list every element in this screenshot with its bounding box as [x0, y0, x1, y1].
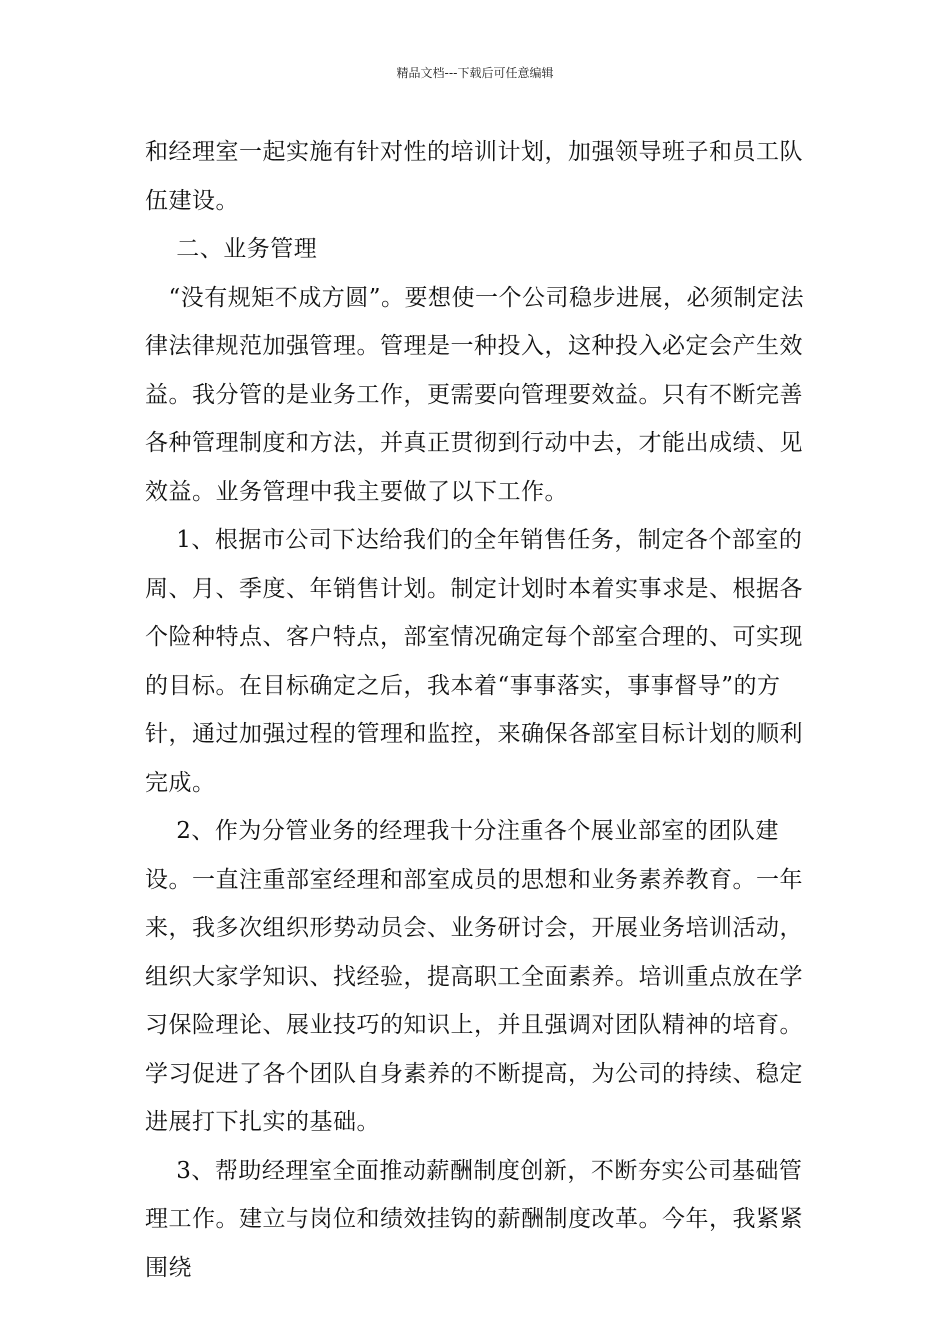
paragraph: 1、根据市公司下达给我们的全年销售任务，制定各个部室的周、月、季度、年销售计划。制定计划时本着实事求是、根据各个险种特点、客户特点，部室情况确定每个部室合理的、可实现的目标。在目标确定之后，我本着“事事落实，事事督导”的方针，通过加强过程的管理和监控，来确保各部室目标计划的顺利完成。: [145, 527, 803, 796]
paragraph: “没有规矩不成方圆”。要想使一个公司稳步进展，必须制定法律法律规范加强管理。管理是一种投入，这种投入必定会产生效益。我分管的是业务工作，更需要向管理要效益。只有不断完善各种管理制度和方法，并真正贯彻到行动中去，才能出成绩、见效益。业务管理中我主要做了以下工作。: [145, 284, 804, 505]
section-heading: 二、业务管理: [145, 236, 318, 262]
paragraph: 和经理室一起实施有针对性的培训计划，加强领导班子和员工队伍建设。: [145, 139, 803, 214]
document-body: [145, 128, 817, 1292]
page-header: 精品文档---下载后可任意编辑: [396, 66, 554, 80]
paragraph: 3、帮助经理室全面推动薪酬制度创新，不断夯实公司基础管理工作。建立与岗位和绩效挂钩的薪酬制度改革。今年，我紧紧围绕: [145, 1157, 803, 1281]
paragraph: 2、作为分管业务的经理我十分注重各个展业部室的团队建设。一直注重部室经理和部室成员的思想和业务素养教育。一年来，我多次组织形势动员会、业务研讨会，开展业务培训活动，组织大家学知识、找经验，提高职工全面素养。培训重点放在学习保险理论、展业技巧的知识上，并且强调对团队精神的培育。学习促进了各个团队自身素养的不断提高，为公司的持续、稳定进展打下扎实的基础。: [145, 818, 803, 1135]
